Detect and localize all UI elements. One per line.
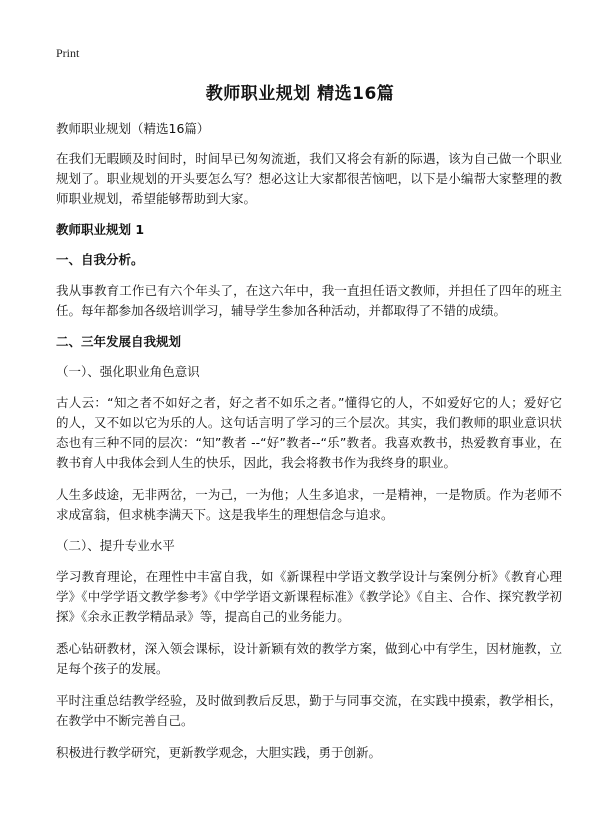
professional-paragraph-1: 学习教育理论，在理性中丰富自我，如《新课程中学语文教学设计与案例分析》《教育心理学》《中学学语文教学参考》《中学学语文新课程标准》《教学论》《自主、合作、探究教学初探》《余永正教学精品录》等，提高自己的业务能力。 [56, 569, 562, 624]
part-heading: 教师职业规划 1 [56, 222, 145, 237]
role-awareness-paragraph-2: 人生多歧途，无非两岔，一为己，一为他；人生多追求，一是精神，一是物质。作为老师不求成富翁，但求桃李满天下。这是我毕生的理想信念与追求。 [56, 487, 562, 522]
self-analysis-paragraph: 我从事教育工作已有六个年头了，在这六年中，我一直担任语文教师，并担任了四年的班主任。每年都参加各级培训学习，辅导学生参加各种活动，并都取得了不错的成绩。 [56, 283, 562, 318]
section-heading-self-analysis: 一、自我分析。 [56, 252, 144, 267]
role-awareness-paragraph-1: 古人云：“知之者不如好之者，好之者不如乐之者。”懂得它的人，不如爱好它的人；爱好它的人，又不如以它为乐的人。这句话言明了学习的三个层次。其实，我们教师的职业意识状态也有三种不同的层次：“知”教者 --“好”教者--“乐”教者。我喜欢教书，热爱教育事业，在教书育人中我体会到人生的快乐，因此，我会将教书作为我终身的职业。 [56, 395, 562, 470]
print-link[interactable]: Print [56, 46, 80, 60]
document-body [56, 120, 562, 775]
professional-paragraph-2: 悉心钻研教材，深入领会课标，设计新颖有效的教学方案，做到心中有学生，因材施教，立足每个孩子的发展。 [56, 641, 562, 676]
professional-paragraph-3: 平时注重总结教学经验，及时做到教后反思，勤于与同事交流，在实践中摸索，教学相长，在教学中不断完善自己。 [56, 693, 562, 728]
sub-heading-role-awareness: （一）、强化职业角色意识 [56, 364, 200, 379]
professional-paragraph-4: 积极进行教学研究，更新教学观念，大胆实践，勇于创新。 [56, 745, 382, 760]
intro-paragraph: 在我们无暇顾及时间时，时间早已匆匆流逝，我们又将会有新的际遇，该为自己做一个职业规划了。职业规划的开头要怎么写？想必这让大家都很苦恼吧，以下是小编帮大家整理的教师职业规划，希望能够帮助到大家。 [56, 151, 562, 206]
sub-heading-professional-level: （二）、提升专业水平 [56, 538, 175, 553]
document-title: 教师职业规划 精选16篇 [205, 84, 395, 104]
section-heading-three-year-plan: 二、三年发展自我规划 [56, 334, 182, 349]
document-subtitle: 教师职业规划（精选16篇） [56, 121, 210, 136]
